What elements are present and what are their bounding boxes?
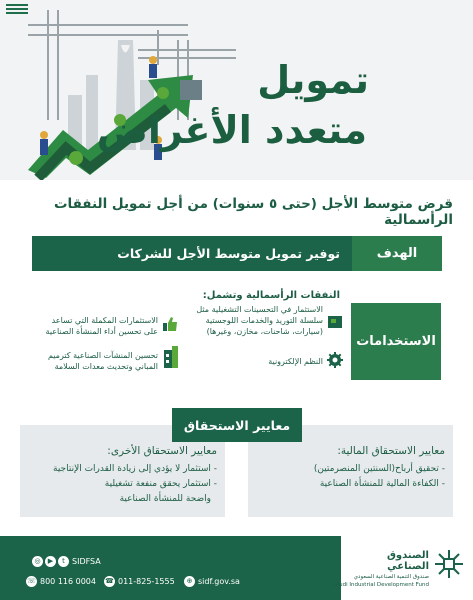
goal-text: توفير تمويل متوسط الأجل للشركات (117, 246, 340, 261)
use-item-line: سلسلة التوريد والخدمات اللوجستية (205, 316, 323, 325)
phone-number[interactable]: 011-825-1555 (118, 577, 175, 586)
goal-label: الهدف (352, 236, 442, 271)
page-title-line1: تمويل (257, 58, 369, 102)
youtube-icon[interactable]: ▶ (45, 556, 56, 567)
toll-free-number[interactable]: 800 116 0004 (40, 577, 96, 586)
use-item-line: على تحسين أداء المنشأة الصناعية (45, 327, 158, 336)
use-item-operational (173, 304, 323, 337)
uses-label: الاستخدامات (351, 303, 441, 380)
criteria-header: معايير الاستحقاق (172, 408, 302, 442)
fund-logo-box (332, 536, 473, 600)
globe-icon: ⊕ (184, 576, 195, 587)
instagram-icon[interactable]: ◎ (32, 556, 43, 567)
factory-building-icon (162, 346, 180, 368)
social-handle[interactable]: SIDFSA (72, 557, 101, 566)
footer (0, 536, 473, 600)
use-item-line: (سيارات، شاحنات، مخازن، وغيرها) (206, 327, 323, 336)
other-criteria-title: معايير الاستحقاق الأخرى: (107, 445, 217, 457)
other-criteria-item: واضحة للمنشأة الصناعية (119, 494, 211, 504)
phone-icon: ☎ (105, 577, 114, 585)
loan-subtitle: قرض متوسط الأجل (حتى ٥ سنوات) من أجل تمويل النفقات الرأسمالية (53, 196, 453, 228)
use-item-line: الاستثمارات المكملة التي تساعد (51, 316, 158, 325)
hero-banner (0, 0, 473, 180)
website-link[interactable]: sidf.gov.sa (198, 577, 240, 586)
financial-criteria-title: معايير الاستحقاق المالية: (337, 445, 445, 457)
fund-subtitle-english: Saudi Industrial Development Fund (332, 582, 429, 588)
sidf-logo-icon (433, 548, 465, 580)
fund-name-arabic: الصندوق الصناعي (386, 550, 429, 572)
fund-subtitle-arabic: صندوق التنمية الصناعية السعودي (353, 574, 429, 580)
gear-icon (327, 352, 343, 368)
use-item-line: الاستثمار في التحسينات التشغيلية مثل (196, 305, 323, 314)
page-title-line2: متعدد الأغراض (96, 108, 367, 152)
use-item-facility-improvement (10, 350, 158, 372)
use-item-line: المباني وتحديث معدات السلامة (54, 362, 158, 371)
other-criteria-item: - استثمار لا يؤدي إلى زيادة القدرات الإنتاجية (53, 464, 217, 474)
financial-criteria-item: - تحقيق أرباح(السنتين المنصرمتين) (313, 464, 445, 474)
growth-illustration (8, 0, 238, 180)
use-item-electronic-systems: النظم الإلكترونية (268, 357, 323, 366)
financial-criteria-item: - الكفاءة المالية للمنشأة الصناعية (319, 479, 445, 489)
other-criteria-item: - استثمار يحقق منفعة تشغيلية (104, 479, 217, 489)
phone-icon: ☏ (27, 577, 36, 585)
goal-bar (32, 236, 442, 271)
use-item-complementary-investments (10, 315, 158, 337)
twitter-icon[interactable]: t (58, 556, 69, 567)
truck-warehouse-icon (327, 314, 343, 330)
thumbs-up-icon (162, 316, 178, 332)
use-item-line: تحسين المنشآت الصناعية كترميم (47, 351, 158, 360)
capex-title: النفقات الرأسمالية وتشمل: (202, 290, 340, 301)
